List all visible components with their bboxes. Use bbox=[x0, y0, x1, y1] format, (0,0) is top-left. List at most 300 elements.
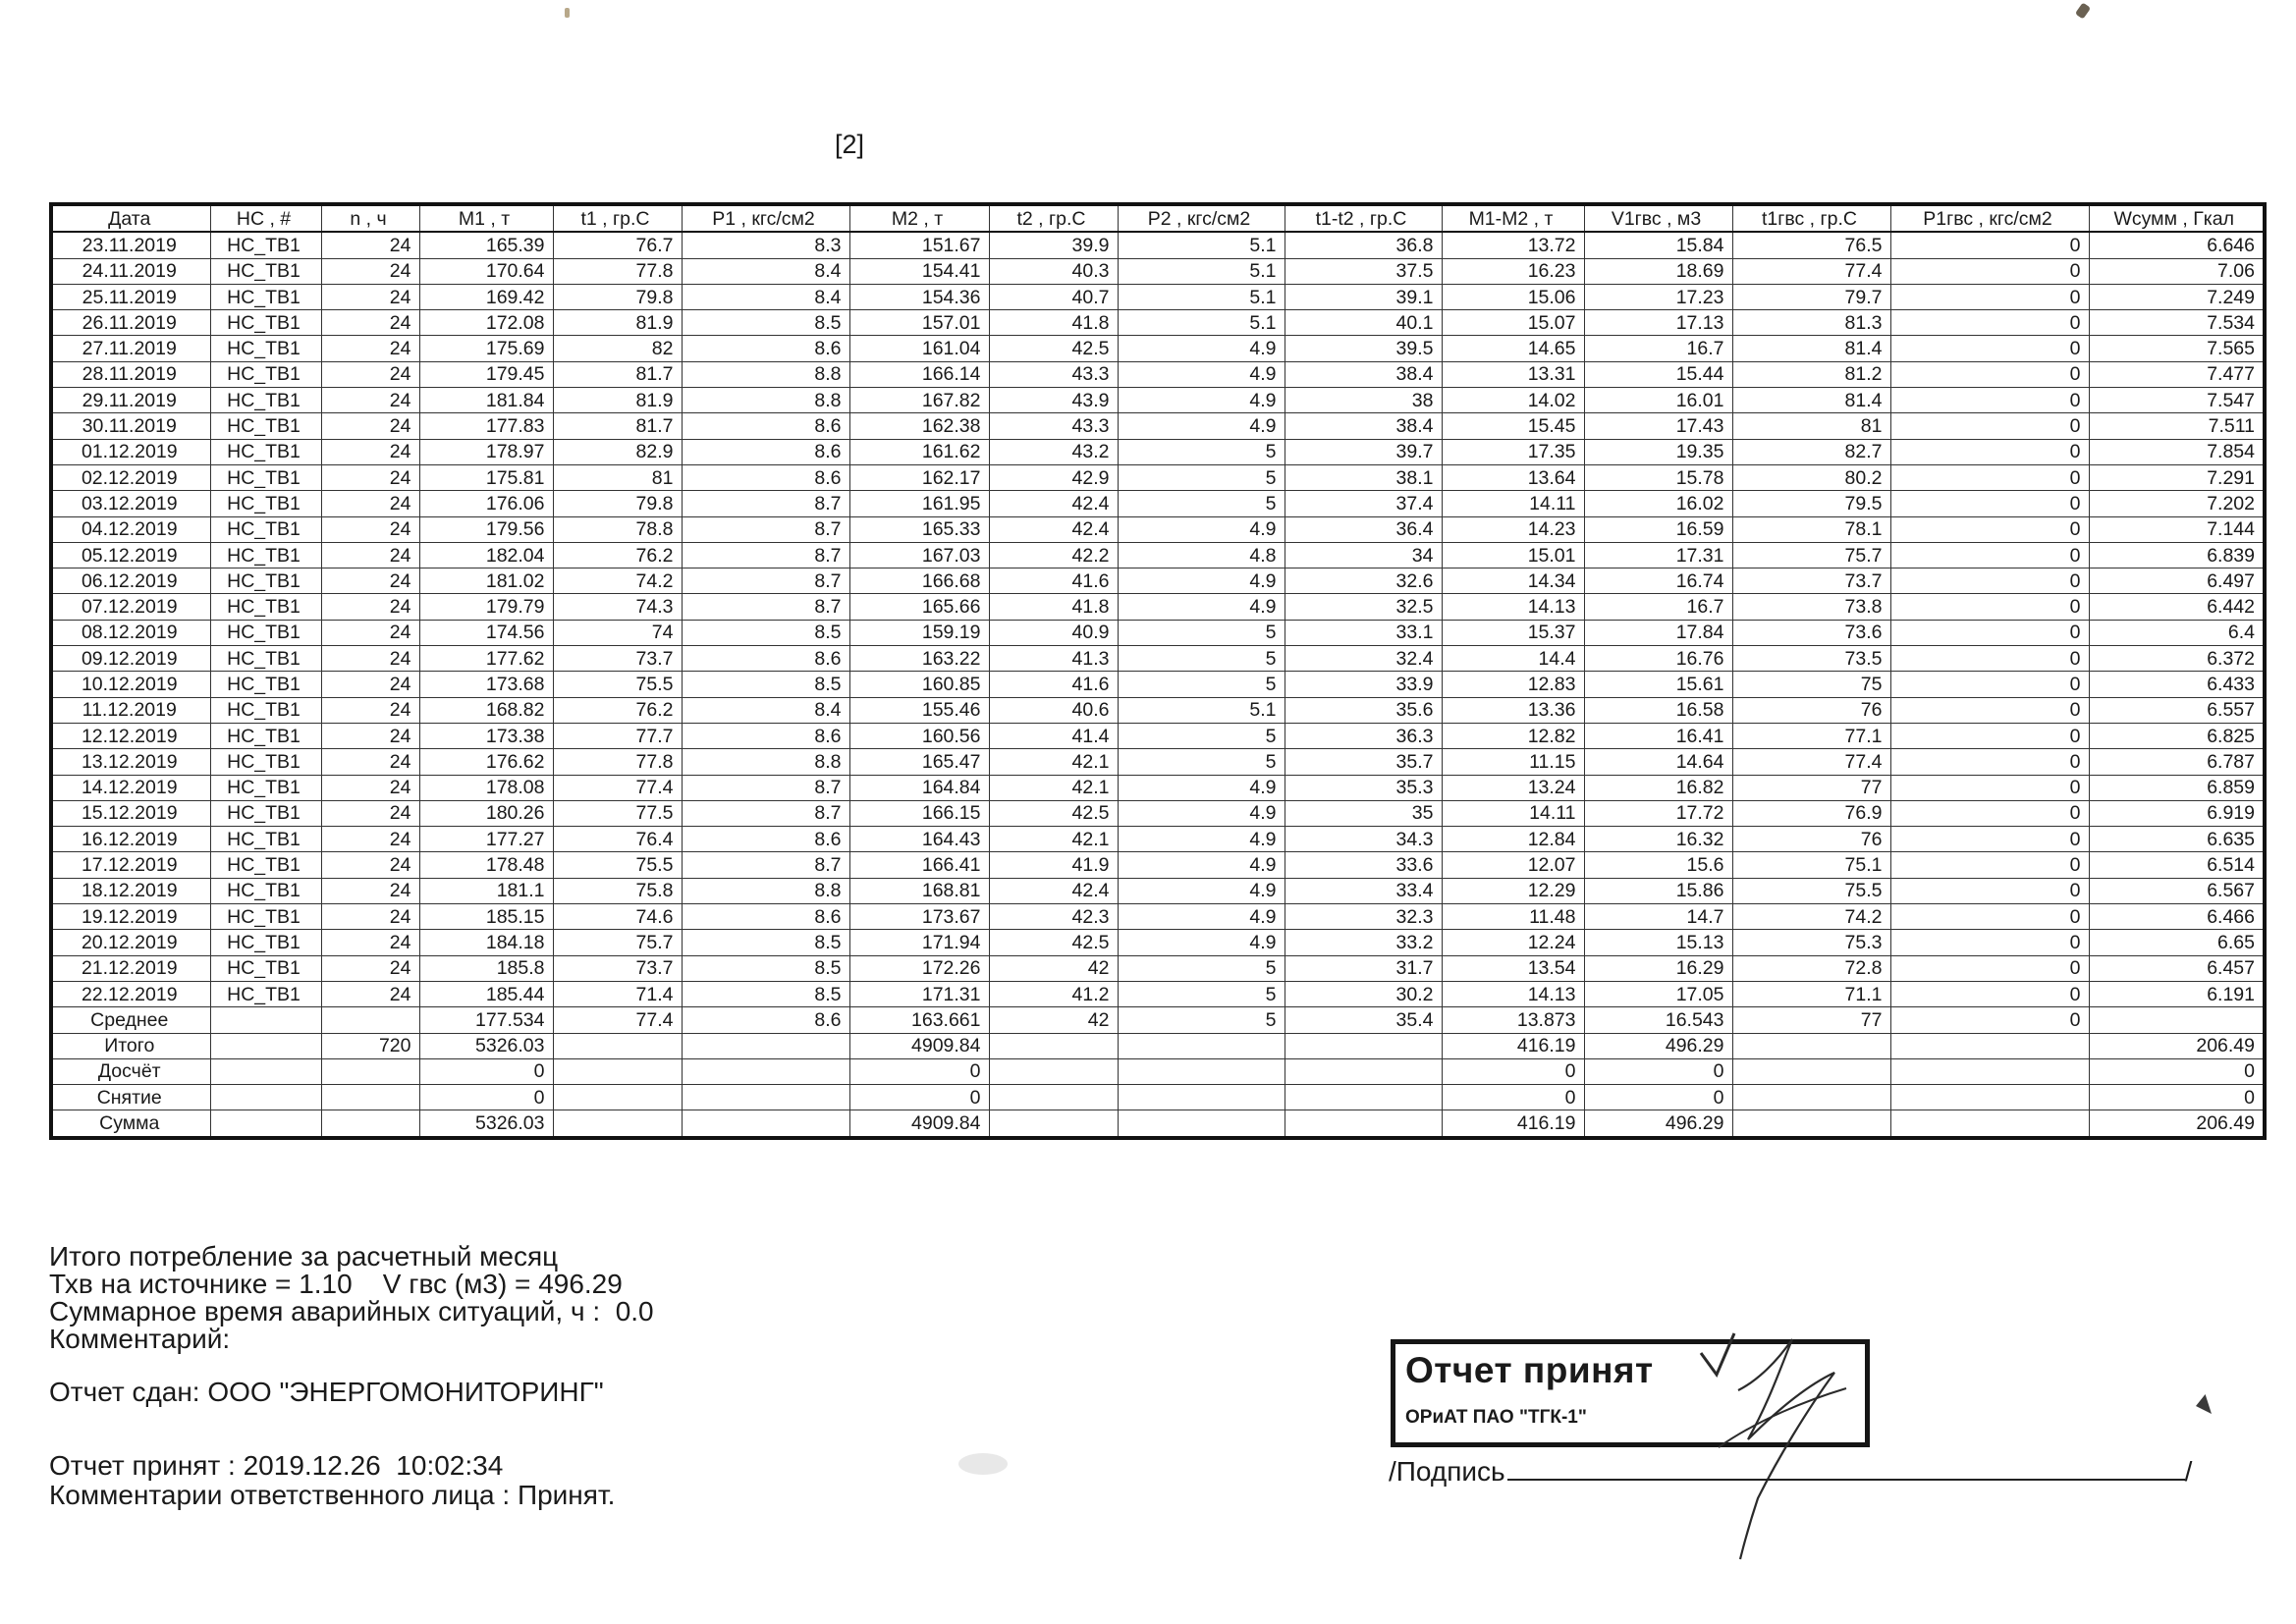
table-cell: 20.12.2019 bbox=[51, 930, 210, 955]
table-cell bbox=[1732, 1085, 1890, 1110]
table-cell: 24 bbox=[321, 749, 419, 775]
table-cell bbox=[989, 1058, 1118, 1084]
table-cell: 16.12.2019 bbox=[51, 827, 210, 852]
table-cell: 5 bbox=[1118, 981, 1285, 1006]
table-cell: 43.9 bbox=[989, 388, 1118, 413]
table-cell: 74.3 bbox=[553, 594, 682, 620]
table-cell: 33.1 bbox=[1285, 620, 1442, 645]
table-row bbox=[51, 1033, 2265, 1058]
table-cell: 0 bbox=[1890, 904, 2089, 930]
table-cell bbox=[1118, 1058, 1285, 1084]
table-cell: 0 bbox=[1890, 749, 2089, 775]
table-cell: 27.11.2019 bbox=[51, 336, 210, 361]
table-cell: 0 bbox=[419, 1058, 553, 1084]
table-cell bbox=[1890, 1033, 2089, 1058]
table-cell: 177.83 bbox=[419, 413, 553, 439]
table-cell: 177.62 bbox=[419, 646, 553, 672]
table-cell: 167.03 bbox=[849, 542, 989, 568]
table-cell: 0 bbox=[849, 1058, 989, 1084]
table-cell: 39.1 bbox=[1285, 284, 1442, 309]
table-cell: 4.9 bbox=[1118, 930, 1285, 955]
table-cell: 8.7 bbox=[682, 852, 849, 878]
table-cell: 42.2 bbox=[989, 542, 1118, 568]
table-cell: 8.7 bbox=[682, 568, 849, 594]
table-cell: 17.23 bbox=[1584, 284, 1732, 309]
stamp-title: Отчет принят bbox=[1405, 1350, 1654, 1390]
table-cell: 0 bbox=[2089, 1085, 2265, 1110]
table-cell: 6.372 bbox=[2089, 646, 2265, 672]
table-cell: 173.68 bbox=[419, 672, 553, 697]
paper-speck bbox=[2075, 2, 2091, 19]
table-cell: 0 bbox=[1442, 1085, 1584, 1110]
table-cell: 0 bbox=[1442, 1058, 1584, 1084]
table-cell: 38.4 bbox=[1285, 413, 1442, 439]
table-cell bbox=[210, 1007, 321, 1033]
table-cell: 35.4 bbox=[1285, 1007, 1442, 1033]
table-cell: 8.4 bbox=[682, 284, 849, 309]
table-cell: 181.84 bbox=[419, 388, 553, 413]
table-cell: НС_ТВ1 bbox=[210, 284, 321, 309]
acceptance-datetime: Отчет принят : 2019.12.26 10:02:34 bbox=[49, 1450, 504, 1481]
table-cell: 78.8 bbox=[553, 516, 682, 542]
table-cell: 5 bbox=[1118, 646, 1285, 672]
table-cell: 14.02 bbox=[1442, 388, 1584, 413]
table-cell: 24 bbox=[321, 878, 419, 903]
table-cell bbox=[1118, 1085, 1285, 1110]
table-cell: 76.4 bbox=[553, 827, 682, 852]
table-cell: 81 bbox=[553, 464, 682, 490]
table-cell: НС_ТВ1 bbox=[210, 413, 321, 439]
table-row bbox=[51, 672, 2265, 697]
table-cell: 17.72 bbox=[1584, 800, 1732, 826]
table-cell: 5 bbox=[1118, 749, 1285, 775]
table-cell: 7.534 bbox=[2089, 310, 2265, 336]
table-cell: 4.9 bbox=[1118, 388, 1285, 413]
table-cell: 76.2 bbox=[553, 697, 682, 723]
table-cell bbox=[1285, 1033, 1442, 1058]
table-cell: 77.5 bbox=[553, 800, 682, 826]
table-row bbox=[51, 800, 2265, 826]
table-cell: 42.4 bbox=[989, 491, 1118, 516]
table-cell: 13.54 bbox=[1442, 955, 1584, 981]
table-cell: 81.4 bbox=[1732, 388, 1890, 413]
table-cell: 206.49 bbox=[2089, 1110, 2265, 1138]
table-cell: 8.7 bbox=[682, 491, 849, 516]
table-cell: 0 bbox=[1890, 646, 2089, 672]
table-cell: 75.3 bbox=[1732, 930, 1890, 955]
table-cell: 4.9 bbox=[1118, 336, 1285, 361]
table-cell: 15.6 bbox=[1584, 852, 1732, 878]
table-cell: 14.11 bbox=[1442, 491, 1584, 516]
table-cell bbox=[1285, 1085, 1442, 1110]
table-cell: 171.31 bbox=[849, 981, 989, 1006]
table-cell: 24 bbox=[321, 413, 419, 439]
table-cell: 171.94 bbox=[849, 930, 989, 955]
table-header-row bbox=[51, 204, 2265, 232]
table-cell: НС_ТВ1 bbox=[210, 981, 321, 1006]
table-cell: 6.466 bbox=[2089, 904, 2265, 930]
paper-speck bbox=[958, 1453, 1008, 1475]
table-cell: 176.62 bbox=[419, 749, 553, 775]
table-row bbox=[51, 413, 2265, 439]
table-cell: 18.12.2019 bbox=[51, 878, 210, 903]
table-row bbox=[51, 491, 2265, 516]
table-cell: 4.9 bbox=[1118, 568, 1285, 594]
table-cell: 7.249 bbox=[2089, 284, 2265, 309]
table-cell: 24 bbox=[321, 800, 419, 826]
table-cell: 33.9 bbox=[1285, 672, 1442, 697]
table-cell: 17.12.2019 bbox=[51, 852, 210, 878]
table-cell: Досчёт bbox=[51, 1058, 210, 1084]
table-row bbox=[51, 852, 2265, 878]
table-cell: 16.58 bbox=[1584, 697, 1732, 723]
table-row bbox=[51, 439, 2265, 464]
table-cell: 43.3 bbox=[989, 413, 1118, 439]
table-cell: 24 bbox=[321, 775, 419, 800]
table-cell: 5.1 bbox=[1118, 232, 1285, 258]
table-cell: 24 bbox=[321, 723, 419, 748]
table-cell: 7.565 bbox=[2089, 336, 2265, 361]
table-cell: 76 bbox=[1732, 827, 1890, 852]
table-cell: 12.29 bbox=[1442, 878, 1584, 903]
table-cell: 11.12.2019 bbox=[51, 697, 210, 723]
table-cell: 42.4 bbox=[989, 516, 1118, 542]
table-row bbox=[51, 594, 2265, 620]
table-cell: 6.635 bbox=[2089, 827, 2265, 852]
table-cell: 13.12.2019 bbox=[51, 749, 210, 775]
table-cell: НС_ТВ1 bbox=[210, 930, 321, 955]
table-cell: 77 bbox=[1732, 1007, 1890, 1033]
table-cell: 151.67 bbox=[849, 232, 989, 258]
table-cell: 173.38 bbox=[419, 723, 553, 748]
table-cell: 5326.03 bbox=[419, 1110, 553, 1138]
table-cell: 178.08 bbox=[419, 775, 553, 800]
table-cell: НС_ТВ1 bbox=[210, 646, 321, 672]
table-cell: 24 bbox=[321, 646, 419, 672]
table-cell bbox=[1285, 1110, 1442, 1138]
table-cell: 496.29 bbox=[1584, 1033, 1732, 1058]
table-cell: 73.7 bbox=[1732, 568, 1890, 594]
table-cell: 40.7 bbox=[989, 284, 1118, 309]
table-row bbox=[51, 904, 2265, 930]
table-cell: НС_ТВ1 bbox=[210, 827, 321, 852]
table-cell: 4.9 bbox=[1118, 800, 1285, 826]
table-cell: 24 bbox=[321, 852, 419, 878]
table-cell: 155.46 bbox=[849, 697, 989, 723]
table-cell: 71.1 bbox=[1732, 981, 1890, 1006]
table-cell bbox=[1118, 1110, 1285, 1138]
table-cell: 177.534 bbox=[419, 1007, 553, 1033]
table-cell: 163.22 bbox=[849, 646, 989, 672]
column-header: V1гвс , м3 bbox=[1584, 204, 1732, 232]
table-cell: 179.56 bbox=[419, 516, 553, 542]
table-cell: 0 bbox=[1890, 878, 2089, 903]
summary-submitted-by: Отчет сдан: ООО "ЭНЕРГОМОНИТОРИНГ" bbox=[49, 1377, 604, 1407]
table-cell: 17.31 bbox=[1584, 542, 1732, 568]
table-cell: 182.04 bbox=[419, 542, 553, 568]
table-cell: 416.19 bbox=[1442, 1110, 1584, 1138]
table-cell: 33.2 bbox=[1285, 930, 1442, 955]
table-row bbox=[51, 258, 2265, 284]
table-cell: 161.62 bbox=[849, 439, 989, 464]
table-cell: 35.3 bbox=[1285, 775, 1442, 800]
table-cell: 14.13 bbox=[1442, 594, 1584, 620]
table-cell: 42.1 bbox=[989, 775, 1118, 800]
table-cell: 19.35 bbox=[1584, 439, 1732, 464]
table-cell: 38.4 bbox=[1285, 361, 1442, 387]
table-cell: 72.8 bbox=[1732, 955, 1890, 981]
table-cell: 6.514 bbox=[2089, 852, 2265, 878]
acceptance-comments: Комментарии ответственного лица : Принят. bbox=[49, 1480, 616, 1510]
table-cell: 14.64 bbox=[1584, 749, 1732, 775]
table-cell: 73.5 bbox=[1732, 646, 1890, 672]
column-header: P1 , кгс/см2 bbox=[682, 204, 849, 232]
table-cell: 0 bbox=[1890, 800, 2089, 826]
table-cell: 14.13 bbox=[1442, 981, 1584, 1006]
table-cell: 7.854 bbox=[2089, 439, 2265, 464]
table-cell: 5 bbox=[1118, 491, 1285, 516]
table-cell: 169.42 bbox=[419, 284, 553, 309]
table-row bbox=[51, 388, 2265, 413]
table-cell: 7.511 bbox=[2089, 413, 2265, 439]
table-row bbox=[51, 723, 2265, 748]
table-cell: 157.01 bbox=[849, 310, 989, 336]
table-cell: 5 bbox=[1118, 464, 1285, 490]
table-cell: 160.56 bbox=[849, 723, 989, 748]
table-cell: 8.7 bbox=[682, 775, 849, 800]
table-row bbox=[51, 955, 2265, 981]
table-row bbox=[51, 878, 2265, 903]
table-cell: 37.4 bbox=[1285, 491, 1442, 516]
column-header: Wсумм , Гкал bbox=[2089, 204, 2265, 232]
table-cell: 172.08 bbox=[419, 310, 553, 336]
table-cell: 81.7 bbox=[553, 361, 682, 387]
table-cell: 42.1 bbox=[989, 749, 1118, 775]
table-cell: 24 bbox=[321, 388, 419, 413]
table-cell: 7.202 bbox=[2089, 491, 2265, 516]
table-cell: 7.477 bbox=[2089, 361, 2265, 387]
table-cell: 15.45 bbox=[1442, 413, 1584, 439]
table-cell bbox=[682, 1085, 849, 1110]
table-cell: 15.84 bbox=[1584, 232, 1732, 258]
table-cell: 71.4 bbox=[553, 981, 682, 1006]
signature-field bbox=[1389, 1455, 2192, 1488]
column-header: t2 , гр.С bbox=[989, 204, 1118, 232]
table-cell: НС_ТВ1 bbox=[210, 594, 321, 620]
table-cell: 24 bbox=[321, 827, 419, 852]
table-cell: 17.43 bbox=[1584, 413, 1732, 439]
signature-label: /Подпись bbox=[1389, 1456, 1505, 1487]
table-cell: 6.442 bbox=[2089, 594, 2265, 620]
table-cell: 17.84 bbox=[1584, 620, 1732, 645]
table-cell: 24 bbox=[321, 930, 419, 955]
table-cell: 40.1 bbox=[1285, 310, 1442, 336]
table-cell: 17.13 bbox=[1584, 310, 1732, 336]
table-cell: 77.4 bbox=[553, 1007, 682, 1033]
summary-title: Итого потребление за расчетный месяц bbox=[49, 1241, 559, 1272]
table-cell: 8.7 bbox=[682, 594, 849, 620]
table-row bbox=[51, 620, 2265, 645]
table-cell: НС_ТВ1 bbox=[210, 439, 321, 464]
table-cell: 181.02 bbox=[419, 568, 553, 594]
table-cell: 16.02 bbox=[1584, 491, 1732, 516]
table-row bbox=[51, 361, 2265, 387]
table-cell: 18.69 bbox=[1584, 258, 1732, 284]
table-cell: 0 bbox=[1890, 413, 2089, 439]
table-cell bbox=[1285, 1058, 1442, 1084]
table-cell: 77.8 bbox=[553, 258, 682, 284]
table-cell: 8.5 bbox=[682, 620, 849, 645]
table-cell: 8.8 bbox=[682, 361, 849, 387]
table-cell: 13.72 bbox=[1442, 232, 1584, 258]
table-cell: 41.3 bbox=[989, 646, 1118, 672]
table-cell: 6.646 bbox=[2089, 232, 2265, 258]
table-cell: НС_ТВ1 bbox=[210, 258, 321, 284]
table-cell: 6.557 bbox=[2089, 697, 2265, 723]
table-cell: НС_ТВ1 bbox=[210, 542, 321, 568]
column-header: t1 , гр.С bbox=[553, 204, 682, 232]
summary-emergency-time: Суммарное время аварийных ситуаций, ч : 0.0 bbox=[49, 1296, 654, 1326]
table-cell: 40.3 bbox=[989, 258, 1118, 284]
table-cell: НС_ТВ1 bbox=[210, 516, 321, 542]
table-cell: 6.919 bbox=[2089, 800, 2265, 826]
table-row bbox=[51, 516, 2265, 542]
table-cell bbox=[989, 1110, 1118, 1138]
table-cell: 180.26 bbox=[419, 800, 553, 826]
table-cell: 24 bbox=[321, 904, 419, 930]
table-cell: 6.433 bbox=[2089, 672, 2265, 697]
table-cell: 166.14 bbox=[849, 361, 989, 387]
table-cell: 15.06 bbox=[1442, 284, 1584, 309]
table-cell: 32.6 bbox=[1285, 568, 1442, 594]
table-cell: 22.12.2019 bbox=[51, 981, 210, 1006]
table-cell: 24 bbox=[321, 516, 419, 542]
table-cell: НС_ТВ1 bbox=[210, 232, 321, 258]
table-cell bbox=[989, 1033, 1118, 1058]
table-cell: НС_ТВ1 bbox=[210, 955, 321, 981]
table-cell: 0 bbox=[1890, 491, 2089, 516]
table-cell: 25.11.2019 bbox=[51, 284, 210, 309]
table-cell: 8.5 bbox=[682, 672, 849, 697]
table-cell: 173.67 bbox=[849, 904, 989, 930]
table-cell: 16.41 bbox=[1584, 723, 1732, 748]
table-body bbox=[51, 232, 2265, 1137]
table-cell: 0 bbox=[1890, 955, 2089, 981]
signature-end-mark: / bbox=[2184, 1456, 2193, 1487]
table-cell bbox=[1890, 1085, 2089, 1110]
table-cell: 8.6 bbox=[682, 439, 849, 464]
table-cell: 5326.03 bbox=[419, 1033, 553, 1058]
table-cell: НС_ТВ1 bbox=[210, 878, 321, 903]
table-cell: 34 bbox=[1285, 542, 1442, 568]
table-cell: 179.45 bbox=[419, 361, 553, 387]
table-cell: 26.11.2019 bbox=[51, 310, 210, 336]
column-header: M1-M2 , т bbox=[1442, 204, 1584, 232]
table-cell: 78.1 bbox=[1732, 516, 1890, 542]
table-cell: 185.44 bbox=[419, 981, 553, 1006]
table-cell: 09.12.2019 bbox=[51, 646, 210, 672]
table-cell: 24 bbox=[321, 310, 419, 336]
column-header: n , ч bbox=[321, 204, 419, 232]
table-cell: 15.61 bbox=[1584, 672, 1732, 697]
table-cell: 11.48 bbox=[1442, 904, 1584, 930]
table-cell: 0 bbox=[1890, 827, 2089, 852]
table-cell: 4.9 bbox=[1118, 413, 1285, 439]
table-row bbox=[51, 1110, 2265, 1138]
table-cell: 03.12.2019 bbox=[51, 491, 210, 516]
column-header: Дата bbox=[51, 204, 210, 232]
table-cell: 41.6 bbox=[989, 672, 1118, 697]
table-cell: НС_ТВ1 bbox=[210, 852, 321, 878]
table-cell: 0 bbox=[1890, 232, 2089, 258]
table-cell bbox=[210, 1110, 321, 1138]
table-cell: 41.8 bbox=[989, 594, 1118, 620]
table-cell: НС_ТВ1 bbox=[210, 775, 321, 800]
column-header: M2 , т bbox=[849, 204, 989, 232]
table-cell: 5 bbox=[1118, 723, 1285, 748]
table-cell: 30.11.2019 bbox=[51, 413, 210, 439]
table-cell: 36.4 bbox=[1285, 516, 1442, 542]
table-cell: 41.8 bbox=[989, 310, 1118, 336]
table-cell: 16.74 bbox=[1584, 568, 1732, 594]
table-cell bbox=[210, 1033, 321, 1058]
table-cell: 6.825 bbox=[2089, 723, 2265, 748]
table-cell: 168.82 bbox=[419, 697, 553, 723]
table-cell: 8.6 bbox=[682, 413, 849, 439]
table-cell: 79.5 bbox=[1732, 491, 1890, 516]
table-row bbox=[51, 232, 2265, 258]
table-cell: 42.9 bbox=[989, 464, 1118, 490]
table-cell: 32.5 bbox=[1285, 594, 1442, 620]
table-cell: 0 bbox=[1890, 775, 2089, 800]
table-cell: 166.41 bbox=[849, 852, 989, 878]
table-cell: 8.7 bbox=[682, 542, 849, 568]
table-cell: 11.15 bbox=[1442, 749, 1584, 775]
table-cell: 16.7 bbox=[1584, 336, 1732, 361]
table-cell: 12.82 bbox=[1442, 723, 1584, 748]
table-cell: 4909.84 bbox=[849, 1110, 989, 1138]
table-cell: 76.7 bbox=[553, 232, 682, 258]
table-cell bbox=[553, 1033, 682, 1058]
table-cell: 4.9 bbox=[1118, 827, 1285, 852]
table-cell: 76.9 bbox=[1732, 800, 1890, 826]
table-cell: 185.8 bbox=[419, 955, 553, 981]
table-cell: 24 bbox=[321, 439, 419, 464]
table-cell: 6.4 bbox=[2089, 620, 2265, 645]
table-cell: 29.11.2019 bbox=[51, 388, 210, 413]
table-cell: 15.12.2019 bbox=[51, 800, 210, 826]
signature-line bbox=[1507, 1455, 2185, 1481]
table-cell: 35 bbox=[1285, 800, 1442, 826]
table-cell: 8.4 bbox=[682, 697, 849, 723]
table-cell: 5.1 bbox=[1118, 258, 1285, 284]
table-cell: 4.9 bbox=[1118, 775, 1285, 800]
table-cell: 8.6 bbox=[682, 1007, 849, 1033]
table-cell: 164.84 bbox=[849, 775, 989, 800]
table-row bbox=[51, 981, 2265, 1006]
table-cell: 178.97 bbox=[419, 439, 553, 464]
table-cell: НС_ТВ1 bbox=[210, 491, 321, 516]
table-cell: 8.7 bbox=[682, 800, 849, 826]
table-cell: НС_ТВ1 bbox=[210, 697, 321, 723]
table-cell: 42.5 bbox=[989, 930, 1118, 955]
table-cell: 4909.84 bbox=[849, 1033, 989, 1058]
table-cell: 38 bbox=[1285, 388, 1442, 413]
paper-speck bbox=[2196, 1394, 2212, 1414]
table-cell: 02.12.2019 bbox=[51, 464, 210, 490]
table-cell: 28.11.2019 bbox=[51, 361, 210, 387]
table-cell: 39.5 bbox=[1285, 336, 1442, 361]
